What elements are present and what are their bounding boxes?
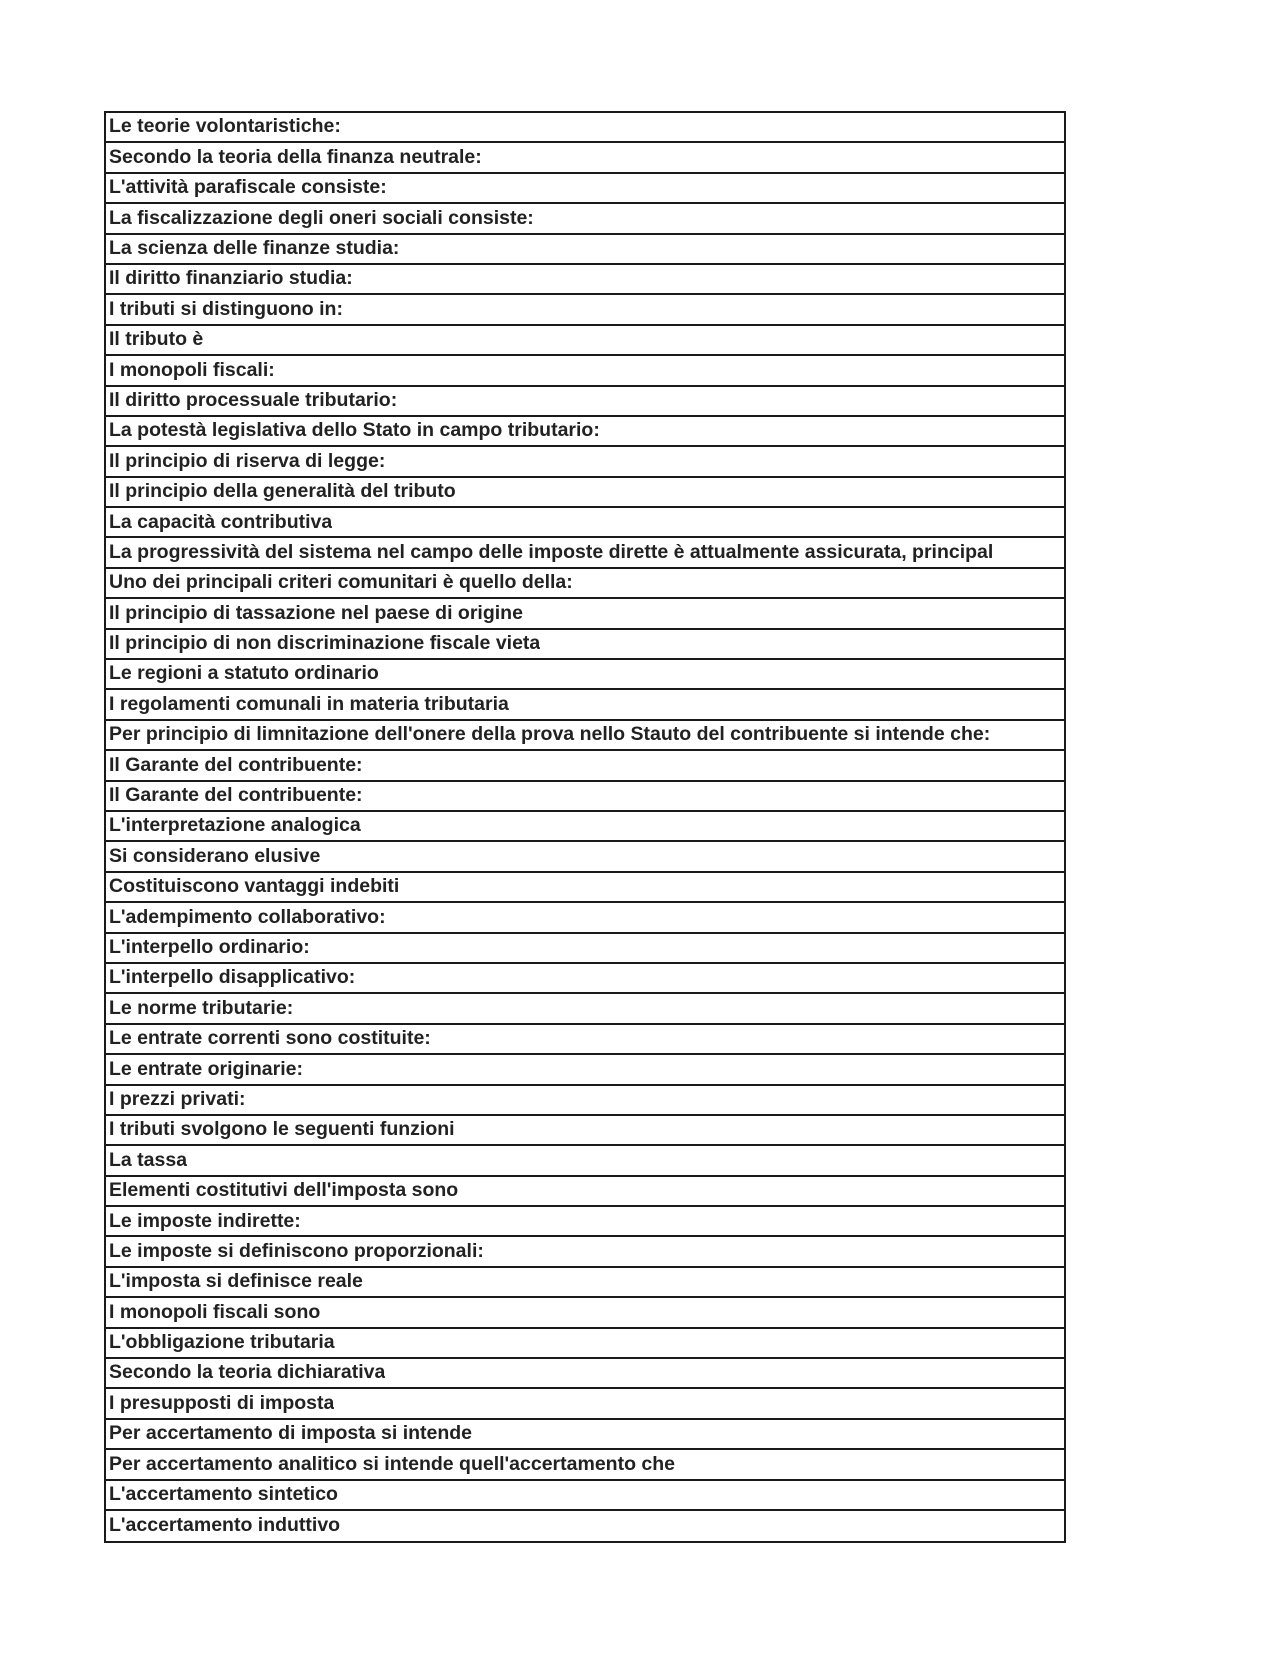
question-cell: Le regioni a statuto ordinario bbox=[109, 664, 379, 684]
table-row bbox=[106, 1359, 1064, 1389]
table-row bbox=[106, 387, 1064, 417]
table-row bbox=[106, 660, 1064, 690]
table-row bbox=[106, 478, 1064, 508]
table-row bbox=[106, 903, 1064, 933]
table-row bbox=[106, 1450, 1064, 1480]
table-row bbox=[106, 265, 1064, 295]
question-cell: La potestà legislativa dello Stato in campo tributario: bbox=[109, 421, 600, 441]
question-cell: Il Garante del contribuente: bbox=[109, 755, 363, 776]
question-cell: I tributi si distinguono in: bbox=[109, 299, 343, 320]
table-row bbox=[106, 1177, 1064, 1207]
question-cell: L'accertamento sintetico bbox=[109, 1485, 338, 1505]
question-cell: Per accertamento analitico si intende quell'accertamento che bbox=[109, 1454, 676, 1475]
table-row bbox=[106, 417, 1064, 447]
question-cell: La progressività del sistema nel campo delle imposte dirette è attualmente assicurata, principal bbox=[109, 542, 994, 563]
question-cell: Il diritto finanziario studia: bbox=[109, 269, 353, 289]
table-row bbox=[106, 143, 1064, 173]
table-row bbox=[106, 1237, 1064, 1267]
table-row bbox=[106, 204, 1064, 234]
question-cell: Le norme tributarie: bbox=[109, 998, 294, 1019]
question-cell: Le entrate originarie: bbox=[109, 1059, 303, 1080]
table-row bbox=[106, 812, 1064, 842]
table-row bbox=[106, 569, 1064, 599]
table-row bbox=[106, 1055, 1064, 1085]
table-row bbox=[106, 964, 1064, 994]
table-row bbox=[106, 1116, 1064, 1146]
table-row bbox=[106, 538, 1064, 568]
table-row bbox=[106, 1146, 1064, 1176]
table-row bbox=[106, 1511, 1064, 1541]
question-cell: Le teorie volontaristiche: bbox=[109, 117, 341, 137]
question-cell: Le imposte si definiscono proporzionali: bbox=[109, 1241, 484, 1262]
table-row bbox=[106, 1389, 1064, 1419]
question-cell: La capacità contributiva bbox=[109, 512, 333, 533]
question-cell: La fiscalizzazione degli oneri sociali consiste: bbox=[109, 208, 534, 229]
question-cell: Il principio di tassazione nel paese di origine bbox=[109, 603, 523, 624]
question-cell: I monopoli fiscali: bbox=[109, 360, 275, 381]
question-cell: Per accertamento di imposta si intende bbox=[109, 1424, 473, 1444]
question-cell: Uno dei principali criteri comunitari è quello della: bbox=[109, 573, 573, 593]
table-row bbox=[106, 1298, 1064, 1328]
question-cell: Per principio di limnitazione dell'onere della prova nello Stauto del contribuente si intende che: bbox=[109, 725, 991, 745]
table-row bbox=[106, 1207, 1064, 1237]
table-row bbox=[106, 690, 1064, 720]
question-table bbox=[104, 111, 1066, 1543]
question-cell: La tassa bbox=[109, 1150, 188, 1171]
table-row bbox=[106, 994, 1064, 1024]
question-cell: I presupposti di imposta bbox=[109, 1393, 335, 1414]
table-row bbox=[106, 235, 1064, 265]
table-row bbox=[106, 721, 1064, 751]
table-row bbox=[106, 1086, 1064, 1116]
table-row bbox=[106, 174, 1064, 204]
table-row bbox=[106, 326, 1064, 356]
question-cell: Il principio di riserva di legge: bbox=[109, 451, 386, 472]
question-cell: Il principio di non discriminazione fiscale vieta bbox=[109, 634, 541, 654]
question-cell: L'interpello ordinario: bbox=[109, 937, 310, 958]
table-row bbox=[106, 630, 1064, 660]
table-row bbox=[106, 1420, 1064, 1450]
table-row bbox=[106, 782, 1064, 812]
question-cell: Secondo la teoria dichiarativa bbox=[109, 1363, 386, 1383]
question-cell: Elementi costitutivi dell'imposta sono bbox=[109, 1181, 459, 1201]
question-cell: Le entrate correnti sono costituite: bbox=[109, 1029, 431, 1049]
question-cell: Il tributo è bbox=[109, 330, 204, 350]
table-row bbox=[106, 934, 1064, 964]
question-cell: I tributi svolgono le seguenti funzioni bbox=[109, 1120, 455, 1140]
question-cell: L'obbligazione tributaria bbox=[109, 1333, 335, 1353]
table-row bbox=[106, 842, 1064, 872]
question-cell: Il principio della generalità del tributo bbox=[109, 482, 456, 502]
question-cell: Secondo la teoria della finanza neutrale: bbox=[109, 147, 482, 168]
table-row bbox=[106, 113, 1064, 143]
question-cell: La scienza delle finanze studia: bbox=[109, 239, 400, 259]
question-cell: L'interpello disapplicativo: bbox=[109, 968, 356, 988]
table-row bbox=[106, 599, 1064, 629]
question-cell: Il diritto processuale tributario: bbox=[109, 390, 398, 411]
question-cell: L'attività parafiscale consiste: bbox=[109, 178, 387, 198]
table-row bbox=[106, 1025, 1064, 1055]
table-row bbox=[106, 873, 1064, 903]
question-cell: L'adempimento collaborativo: bbox=[109, 907, 386, 928]
question-cell: Le imposte indirette: bbox=[109, 1211, 301, 1231]
question-cell: Il Garante del contribuente: bbox=[109, 786, 363, 806]
question-cell: Si considerano elusive bbox=[109, 846, 321, 867]
question-cell: I prezzi privati: bbox=[109, 1089, 246, 1110]
table-row bbox=[106, 356, 1064, 386]
question-cell: Costituiscono vantaggi indebiti bbox=[109, 877, 400, 897]
question-cell: L'imposta si definisce reale bbox=[109, 1272, 363, 1292]
table-row bbox=[106, 751, 1064, 781]
table-row bbox=[106, 1329, 1064, 1359]
question-cell: I monopoli fiscali sono bbox=[109, 1302, 321, 1323]
table-row bbox=[106, 447, 1064, 477]
table-row bbox=[106, 1481, 1064, 1511]
table-row bbox=[106, 295, 1064, 325]
question-cell: L'accertamento induttivo bbox=[109, 1516, 341, 1536]
question-cell: I regolamenti comunali in materia tributaria bbox=[109, 694, 509, 715]
table-row bbox=[106, 1268, 1064, 1298]
question-cell: L'interpretazione analogica bbox=[109, 816, 361, 836]
table-row bbox=[106, 508, 1064, 538]
